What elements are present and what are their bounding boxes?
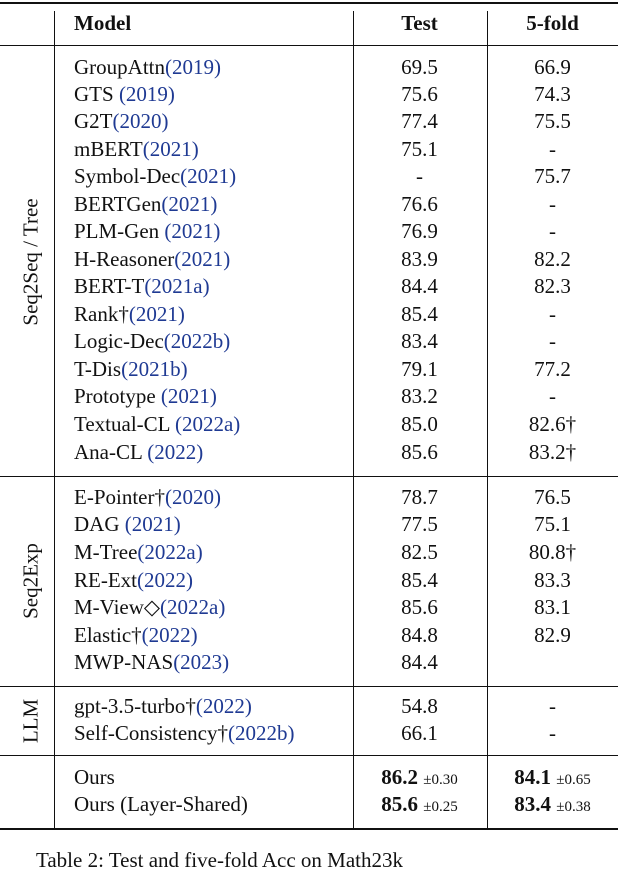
group-rule-2 bbox=[0, 686, 618, 687]
table-row-test: 77.4 bbox=[401, 109, 438, 133]
group-label-llm: LLM bbox=[18, 698, 43, 744]
table-row-model: PLM-Gen (2021) bbox=[74, 219, 221, 243]
table-row-test: 78.7 bbox=[401, 485, 438, 509]
table-row-test: 66.1 bbox=[401, 721, 438, 745]
group-label-seq2seq-tree: Seq2Seq / Tree bbox=[18, 198, 43, 326]
table-row-fold: 74.3 bbox=[534, 82, 571, 106]
table-row-test: 85.4 bbox=[401, 568, 438, 592]
header-5-fold: 5-fold bbox=[526, 11, 579, 35]
table-row-test: 76.9 bbox=[401, 219, 438, 243]
table-row-model: Rank†(2021) bbox=[74, 302, 185, 326]
table-row-test: 85.6 bbox=[401, 595, 438, 619]
table-row-test: 84.4 bbox=[401, 650, 438, 674]
table-row-model: M-Tree(2022a) bbox=[74, 540, 203, 564]
table-row-model: GTS (2019) bbox=[74, 82, 175, 106]
table-row-test: 75.1 bbox=[401, 137, 438, 161]
table-row-model: Ana-CL (2022) bbox=[74, 440, 204, 464]
table-row-fold: 82.3 bbox=[534, 274, 571, 298]
table-row-fold: - bbox=[549, 192, 556, 216]
table-row-model: Self-Consistency†(2022b) bbox=[74, 721, 295, 745]
group-rule-1 bbox=[0, 476, 618, 477]
table-row-model: T-Dis(2021b) bbox=[74, 357, 188, 381]
table-row-test: 76.6 bbox=[401, 192, 438, 216]
table-row-test: 85.6 bbox=[401, 440, 438, 464]
table-row-fold: 66.9 bbox=[534, 55, 571, 79]
header-model: Model bbox=[74, 11, 132, 35]
table-row-fold: 82.9 bbox=[534, 623, 571, 647]
table-row-test: 84.4 bbox=[401, 274, 438, 298]
top-rule bbox=[0, 2, 618, 4]
ours-row-model: Ours bbox=[74, 765, 115, 789]
table-caption: Table 2: Test and five-fold Acc on Math23k bbox=[36, 848, 403, 872]
table-row-model: E-Pointer†(2020) bbox=[74, 485, 221, 509]
table-row-test: 77.5 bbox=[401, 512, 438, 536]
table-row-test: 79.1 bbox=[401, 357, 438, 381]
table-row-test: 83.4 bbox=[401, 329, 438, 353]
table-row-test: 85.4 bbox=[401, 302, 438, 326]
table-row-model: Logic-Dec(2022b) bbox=[74, 329, 231, 353]
table-row-model: GroupAttn(2019) bbox=[74, 55, 221, 79]
table-row-fold: - bbox=[549, 694, 556, 718]
table-row-model: BERTGen(2021) bbox=[74, 192, 218, 216]
table-row-test: 83.2 bbox=[401, 384, 438, 408]
header-test: Test bbox=[401, 11, 438, 35]
table-row-model: G2T(2020) bbox=[74, 109, 169, 133]
table-row-fold: 77.2 bbox=[534, 357, 571, 381]
table-row-fold: 76.5 bbox=[534, 485, 571, 509]
table-row-model: MWP-NAS(2023) bbox=[74, 650, 230, 674]
ours-row-test: 85.6 ±0.25 bbox=[381, 792, 458, 816]
table-row-model: Symbol-Dec(2021) bbox=[74, 164, 237, 188]
table-row-model: RE-Ext(2022) bbox=[74, 568, 193, 592]
table-row-fold: 75.7 bbox=[534, 164, 571, 188]
table-row-test: 75.6 bbox=[401, 82, 438, 106]
table-row-fold: - bbox=[549, 302, 556, 326]
bottom-rule bbox=[0, 828, 618, 830]
table-row-fold: 80.8† bbox=[528, 540, 577, 564]
table-row-model: DAG (2021) bbox=[74, 512, 181, 536]
table-row-model: BERT-T(2021a) bbox=[74, 274, 210, 298]
table-row-fold: 83.3 bbox=[534, 568, 571, 592]
col-divider-1 bbox=[54, 11, 55, 829]
table-row-model: mBERT(2021) bbox=[74, 137, 199, 161]
table-row-fold: - bbox=[549, 329, 556, 353]
ours-row-test: 86.2 ±0.30 bbox=[381, 765, 458, 789]
table-row-fold: - bbox=[549, 219, 556, 243]
table-row-fold: 82.6† bbox=[528, 412, 577, 436]
table-row-model: M-View◇(2022a) bbox=[74, 595, 226, 619]
table-row-fold: 75.5 bbox=[534, 109, 571, 133]
table-row-test: 54.8 bbox=[401, 694, 438, 718]
table-row-test: 82.5 bbox=[401, 540, 438, 564]
table-row-model: Elastic†(2022) bbox=[74, 623, 198, 647]
table-row-test: 83.9 bbox=[401, 247, 438, 271]
ours-row-model: Ours (Layer-Shared) bbox=[74, 792, 248, 816]
table-row-fold: - bbox=[549, 721, 556, 745]
table-row-fold: 75.1 bbox=[534, 512, 571, 536]
group-rule-3 bbox=[0, 755, 618, 756]
header-rule bbox=[0, 45, 618, 46]
table-row-model: Prototype (2021) bbox=[74, 384, 217, 408]
table-row-model: H-Reasoner(2021) bbox=[74, 247, 231, 271]
group-label-seq2exp: Seq2Exp bbox=[18, 543, 43, 619]
table-row-fold: 83.2† bbox=[528, 440, 577, 464]
table-row-fold: - bbox=[549, 384, 556, 408]
ours-row-fold: 83.4 ±0.38 bbox=[514, 792, 591, 816]
table-row-test: 69.5 bbox=[401, 55, 438, 79]
table-row-test: - bbox=[416, 164, 423, 188]
table-row-fold: 82.2 bbox=[534, 247, 571, 271]
table-row-fold: 83.1 bbox=[534, 595, 571, 619]
table-row-fold: - bbox=[549, 137, 556, 161]
table-row-model: gpt-3.5-turbo†(2022) bbox=[74, 694, 252, 718]
table-row-model: Textual-CL (2022a) bbox=[74, 412, 241, 436]
table-row-test: 85.0 bbox=[401, 412, 438, 436]
ours-row-fold: 84.1 ±0.65 bbox=[514, 765, 591, 789]
table-row-test: 84.8 bbox=[401, 623, 438, 647]
